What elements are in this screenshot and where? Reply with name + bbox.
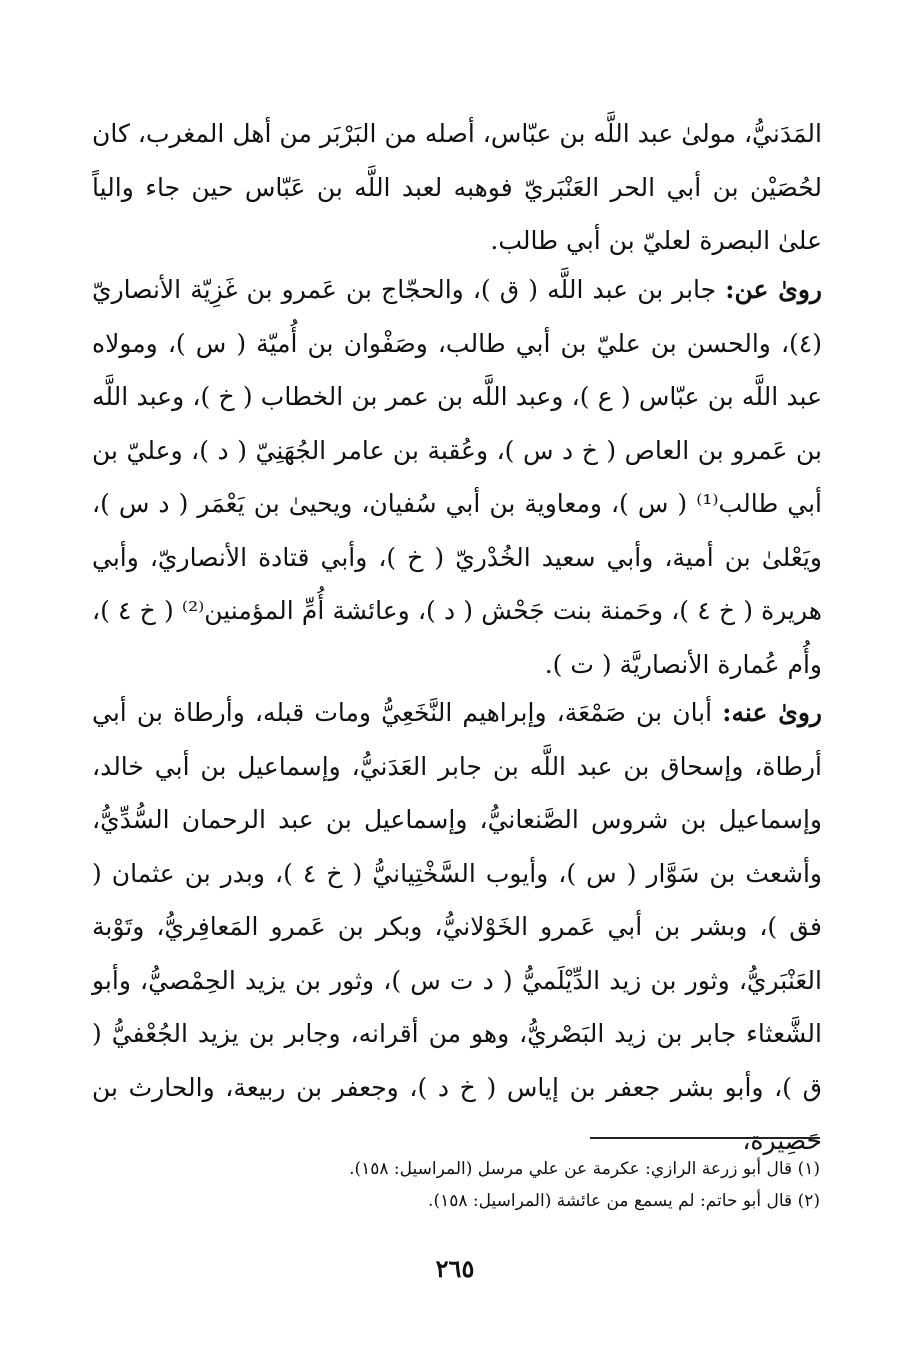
footnotes bbox=[90, 1153, 820, 1217]
footnote: (٢) قال أبو حاتم: لم يسمع من عائشة (المراسيل: ١٥٨). bbox=[428, 1191, 820, 1211]
biography-paragraph bbox=[92, 107, 822, 268]
narrated-by-text: أبان بن صَمْعَة، وإبراهيم النَّخَعِيُّ ومات قبله، وأرطاة بن أبي أرطاة، وإسحاق بن عبد اللَّه بن جابر العَدَنيُّ، وإسماعيل بن أبي خالد، وإسماعيل بن شروس الصَّنعانيُّ، وإسماعيل بن عبد الرحمان السُّدِّيُّ، وأشعث بن سَوَّار ( س )، وأيوب السَّخْتِيانيُّ ( خ ٤ )، وبدر بن عثمان ( فق )، وبشر بن أبي عَمرو الخَوْلانيُّ، وبكر بن عَمرو المَعافِريُّ، وتَوْبة العَنْبَريُّ، وثور بن زيد الدِّيْلَميُّ ( د ت س )، وثور بن يزيد الحِمْصيُّ، وأبو الشَّعثاء جابر بن زيد البَصْريُّ، وهو من أقرانه، وجابر بن يزيد الجُعْفيُّ ( ق )، وأبو بشر جعفر بن إياس ( خ د )، وجعفر بن ربيعة، والحارث بن حَصِيرة، bbox=[92, 698, 822, 1155]
narrated-from-label: روىٰ عن: bbox=[725, 275, 822, 304]
footnote: (١) قال أبو زرعة الرازي: عكرمة عن علي مرسل (المراسيل: ١٥٨). bbox=[349, 1159, 820, 1179]
origin-text: المَدَنيُّ، مولىٰ عبد اللَّه بن عبّاس، أصله من البَرْبَر من أهل المغرب، كان لحُصَيْن بن أبي الحر العَنْبَريّ فوهبه لعبد اللَّه بن عَبّاس حين جاء والياً علىٰ البصرة لعليّ بن أبي طالب. bbox=[92, 119, 822, 255]
narrated-by-label: روىٰ عنه: bbox=[722, 698, 822, 727]
narrated-from-text: جابر بن عبد اللَّه ( ق )، والحجّاج بن عَمرو بن غَزِيّة الأنصاريّ (٤)، والحسن بن عليّ بن أبي طالب، وصَفْوان بن أُميّة ( س )، ومولاه عبد اللَّه بن عبّاس ( ع )، وعبد اللَّه بن عمر بن الخطاب ( خ )، وعبد اللَّه بن عَمرو بن العاص ( خ د س )، وعُقبة بن عامر الجُهَنِيّ ( د )، وعليّ بن أبي طالب⁽¹⁾ ( س )، ومعاوية بن أبي سُفيان، ويحيىٰ بن يَعْمَر ( د س )، ويَعْلىٰ بن أمية، وأبي سعيد الخُدْريّ ( خ )، وأبي قتادة الأنصاريّ، وأبي هريرة ( خ ٤ )، وحَمنة بنت جَحْش ( د )، وعائشة أُمِّ المؤمنين⁽²⁾ ( خ ٤ )، وأُم عُمارة الأنصاريَّة ( ت ). bbox=[92, 275, 822, 679]
page-number: ٢٦٥ bbox=[435, 1254, 475, 1283]
footnote-divider bbox=[590, 1137, 820, 1139]
narrated-from-paragraph bbox=[92, 263, 822, 691]
narrated-by-paragraph bbox=[92, 686, 822, 1168]
